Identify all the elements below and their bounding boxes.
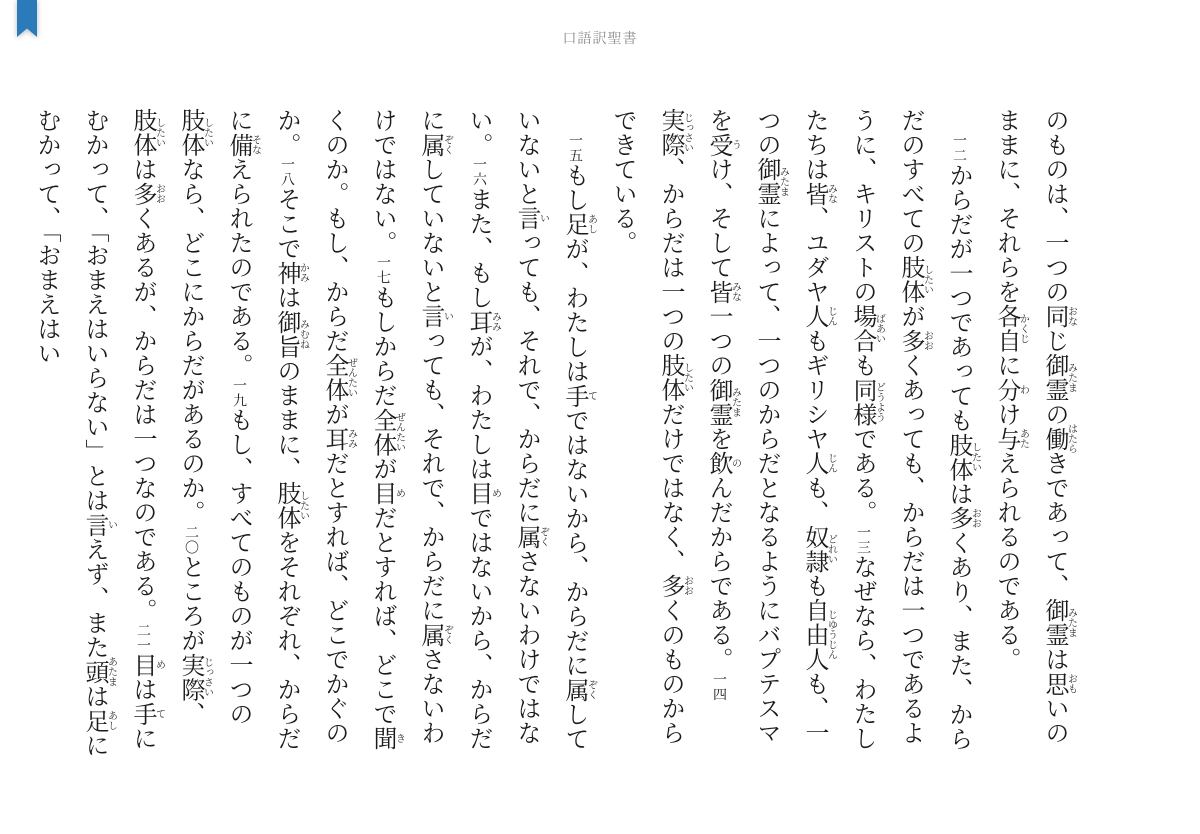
furigana-word: 言い <box>81 512 117 537</box>
furigana-word: 属ぞく <box>417 132 453 157</box>
furigana-word: 手て <box>129 701 165 726</box>
verse-number: 二一 <box>135 622 150 653</box>
furigana-word: 御霊みたま <box>753 157 789 206</box>
furigana-word: 人じん <box>801 451 837 476</box>
verse-number: 一八 <box>279 157 294 187</box>
furigana-word: 属ぞく <box>513 524 549 549</box>
furigana-word: 聞き <box>369 726 405 751</box>
furigana-word: 御霊みたま <box>1041 598 1077 647</box>
furigana-word: 言い <box>513 206 549 231</box>
furigana-word: 御旨みむね <box>273 309 309 359</box>
verse-number: 一四 <box>711 671 726 702</box>
furigana-word: 肢体したい <box>657 353 693 402</box>
furigana-word: 目め <box>369 481 405 506</box>
furigana-word: 肢体したい <box>945 432 981 482</box>
furigana-word: 肢体したい <box>129 108 165 157</box>
furigana-word: 足あし <box>561 212 597 237</box>
scripture-paragraph: 一五もし足あしが、わたしは手てではないから、からだに属ぞくしていないと言いっても、それで、からだに属ぞくさないわけではない。一六また、もし耳みみが、わたしは目めではないから、からだに属ぞくしていないと言いっても、それで、からだに属ぞくさないわけではない。一七もしからだ全体ぜんたいが目めだとすれば、どこで聞きくのか。もし、からだ全体ぜんたいが耳みみだとすれば、どこでかぐのか。一八そこで神かみは御旨みむねのままに、肢体したいをそれぞれ、からだに備そなえられたのである。一九もし、すべてのものが一つの肢体したいなら、どこにからだがあるのか。二〇ところが実際じっさい、肢体したいは多おおくあるが、からだは一つなのである。二一目めは手てにむかって、「おまえはいらない」とは言いえず、また頭あたまは足あしにむかって、「おまえはい <box>33 108 597 758</box>
furigana-word: 多おお <box>945 506 981 531</box>
furigana-word: 御霊みたま <box>1041 353 1077 402</box>
furigana-word: 神かみ <box>273 260 309 285</box>
scripture-paragraph: のものは、一つの同おなじ御霊みたまの働はたらきであって、御霊みたまは思おもいのままに、それらを各自かくじに分わけ与あたえられるのである。 <box>993 108 1077 745</box>
verse-number: 一五 <box>567 133 582 163</box>
furigana-word: 肢体したい <box>897 255 933 304</box>
furigana-word: 思おも <box>1041 671 1077 696</box>
furigana-word: 各自かくじ <box>993 304 1029 353</box>
furigana-word: 手て <box>561 383 597 408</box>
furigana-word: 全体ぜんたい <box>369 407 405 457</box>
furigana-word: 目め <box>129 652 165 677</box>
furigana-word: 多おお <box>129 181 165 206</box>
verse-number: 一七 <box>375 255 390 285</box>
furigana-word: 耳みみ <box>321 426 357 451</box>
furigana-word: 足あし <box>81 708 117 733</box>
app-header <box>0 0 1200 60</box>
bookmark-icon[interactable] <box>17 0 37 37</box>
verse-number: 二〇 <box>183 524 198 555</box>
scripture-text <box>22 108 1078 760</box>
furigana-word: 皆みな <box>705 279 741 304</box>
furigana-word: 働はたら <box>1041 423 1077 454</box>
furigana-word: 多おお <box>897 328 933 353</box>
furigana-word: 言い <box>417 304 453 329</box>
furigana-word: 肢体したい <box>273 481 309 530</box>
furigana-word: 多おお <box>657 573 693 598</box>
verse-number: 一三 <box>855 524 870 555</box>
furigana-word: 全体ぜんたい <box>321 353 357 402</box>
furigana-word: 肢体したい <box>177 108 213 157</box>
bookmark-ribbon-shape <box>17 0 37 37</box>
verse-number: 一九 <box>231 377 246 408</box>
furigana-word: 飲の <box>705 451 741 476</box>
furigana-word: 目め <box>465 481 501 506</box>
verse-number: 一二 <box>951 133 966 163</box>
furigana-word: 与あた <box>993 426 1029 451</box>
scripture-paragraph: 一二からだが一つであっても肢体したいは多おおくあり、また、からだのすべての肢体したいが多おおくあっても、からだは一つであるように、キリストの場合ばあいも同様どうようである。一三なぜなら、わたしたちは皆みな、ユダヤ人じんもギリシヤ人じんも、奴隷どれいも自由人じゆうじんも、一つの御霊みたまによって、一つのからだとなるようにバプテスマを受うけ、そして皆みな一つの御霊みたまを飲のんだからである。一四実際じっさい、からだは一つの肢体したいだけではなく、多おおくのものからできている。 <box>609 108 981 751</box>
furigana-word: 属ぞく <box>561 677 597 702</box>
furigana-word: 実際じっさい <box>177 652 213 702</box>
furigana-word: 備そな <box>225 132 261 157</box>
verse-number: 一六 <box>471 157 486 187</box>
furigana-word: 実際じっさい <box>657 108 693 157</box>
app-title: 口語訳聖書 <box>562 30 638 46</box>
furigana-word: 奴隷どれい <box>801 524 837 574</box>
furigana-word: 場合ばあい <box>849 304 885 353</box>
furigana-word: 属ぞく <box>417 622 453 647</box>
furigana-word: 同様どうよう <box>849 377 885 427</box>
furigana-word: 御霊みたま <box>705 377 741 427</box>
furigana-word: 自由人じゆうじん <box>801 598 837 672</box>
furigana-word: 人じん <box>801 304 837 329</box>
furigana-word: 耳みみ <box>465 309 501 334</box>
furigana-word: 受う <box>705 132 741 157</box>
furigana-word: 分わ <box>993 377 1029 402</box>
furigana-word: 皆みな <box>801 181 837 206</box>
furigana-word: 同おな <box>1041 304 1077 329</box>
furigana-word: 頭あたま <box>81 656 117 687</box>
